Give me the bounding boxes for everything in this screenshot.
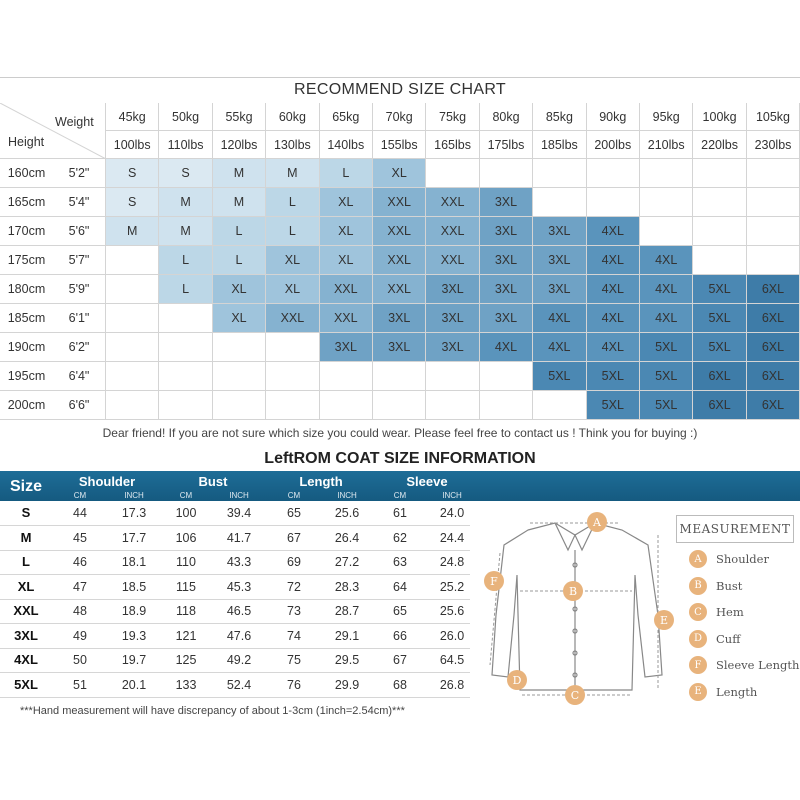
measurement-note: ***Hand measurement will have discrepancy of about 1-3cm (1inch=2.54cm)*** (20, 705, 405, 717)
size-cell: L (159, 275, 212, 304)
legend-label: Hem (716, 605, 744, 619)
height-cm-cell: 190cm (0, 333, 53, 362)
table-cell: 100 (175, 506, 197, 520)
size-label: M (20, 529, 32, 545)
size-cell: 5XL (693, 304, 746, 333)
legend-label: Cuff (716, 631, 741, 646)
size-cell (587, 159, 640, 188)
size-cell: L (213, 246, 266, 275)
size-cell: M (213, 188, 266, 217)
size-cell (587, 188, 640, 217)
weight-label: Weight (55, 115, 94, 129)
table-cell: 28.7 (334, 604, 360, 618)
size-cell (426, 362, 479, 391)
table-cell: 24.0 (439, 506, 465, 520)
size-cell: XL (320, 246, 373, 275)
table-cell: 39.4 (226, 506, 252, 520)
size-cell: M (106, 217, 159, 246)
size-cell: 3XL (426, 333, 479, 362)
legend-label: Shoulder (716, 552, 769, 566)
weight-kg-header: 50kg (159, 103, 212, 131)
size-cell: 4XL (587, 275, 640, 304)
table-cell: 47.6 (226, 628, 252, 643)
header-bust: Bust (198, 474, 228, 489)
corner-diagonal (0, 103, 106, 159)
size-cell: L (159, 246, 212, 275)
weight-lbs-header: 140lbs (320, 131, 373, 159)
coat-header-bar (0, 471, 800, 501)
weight-kg-header: 55kg (213, 103, 266, 131)
size-cell (106, 391, 159, 420)
table-cell: 18.1 (121, 555, 147, 569)
size-cell: 3XL (426, 304, 479, 333)
height-label: Height (8, 135, 45, 149)
size-cell (533, 391, 586, 420)
table-cell: 76 (287, 677, 301, 692)
size-cell: XXL (426, 217, 479, 246)
height-ft-cell: 5'6" (53, 217, 106, 246)
header-shoulder: Shoulder (78, 474, 136, 489)
table-cell: 24.4 (439, 530, 465, 545)
size-cell: 5XL (640, 362, 693, 391)
table-cell: 72 (287, 579, 301, 594)
table-cell: 52.4 (226, 677, 252, 692)
weight-lbs-header: 200lbs (587, 131, 640, 159)
table-cell: 106 (175, 530, 197, 545)
size-cell: S (106, 159, 159, 188)
size-cell: 3XL (533, 275, 586, 304)
table-row (0, 648, 470, 673)
height-cm-cell: 170cm (0, 217, 53, 246)
table-cell: 45 (73, 530, 87, 545)
size-cell (747, 188, 800, 217)
legend-item (689, 682, 757, 702)
weight-kg-header: 90kg (587, 103, 640, 131)
table-cell: 62 (393, 530, 407, 545)
height-cm-cell: 195cm (0, 362, 53, 391)
size-label: L (22, 554, 30, 569)
size-cell (640, 217, 693, 246)
size-cell: XXL (426, 188, 479, 217)
size-cell (747, 159, 800, 188)
size-cell: 3XL (533, 217, 586, 246)
table-cell: 125 (175, 653, 197, 667)
size-cell: XL (266, 246, 319, 275)
height-ft-cell: 5'4" (53, 188, 106, 217)
weight-lbs-header: 165lbs (426, 131, 479, 159)
header-shoulder-cm: CM (73, 491, 87, 500)
legend-badge-icon: C (689, 603, 707, 621)
size-cell: L (266, 217, 319, 246)
size-cell: 3XL (426, 275, 479, 304)
legend-badge-icon: E (689, 683, 707, 701)
legend-label: Length (716, 684, 758, 699)
table-cell: 65 (393, 604, 407, 618)
size-cell (533, 159, 586, 188)
size-cell: 3XL (533, 246, 586, 275)
size-cell: S (159, 159, 212, 188)
table-cell: 46.5 (226, 604, 252, 618)
table-cell: 26.0 (439, 628, 465, 643)
header-sleeve-cm: CM (393, 491, 407, 500)
size-cell: XXL (320, 275, 373, 304)
height-cm-cell: 200cm (0, 391, 53, 420)
size-cell: XL (213, 275, 266, 304)
size-cell: 4XL (640, 246, 693, 275)
weight-kg-header: 80kg (480, 103, 533, 131)
size-cell: XXL (373, 217, 426, 246)
size-cell: 4XL (640, 275, 693, 304)
legend-label: Bust (716, 578, 743, 593)
size-cell: XXL (426, 246, 479, 275)
size-cell: 5XL (587, 362, 640, 391)
size-cell (693, 246, 746, 275)
size-cell (373, 362, 426, 391)
table-cell: 26.4 (334, 530, 360, 545)
size-cell: XXL (266, 304, 319, 333)
table-cell: 18.9 (121, 604, 147, 618)
header-length-cm: CM (287, 491, 301, 500)
weight-kg-header: 45kg (106, 103, 159, 131)
height-cm-cell: 160cm (0, 159, 53, 188)
table-cell: 133 (175, 677, 197, 692)
table-cell: 47 (73, 579, 87, 594)
size-cell: XL (320, 188, 373, 217)
size-cell (106, 304, 159, 333)
size-cell (693, 217, 746, 246)
header-size: Size (9, 478, 42, 495)
weight-lbs-header: 175lbs (480, 131, 533, 159)
size-cell: 4XL (533, 304, 586, 333)
size-cell: 4XL (533, 333, 586, 362)
header-bust-cm: CM (179, 491, 193, 500)
table-cell: 67 (287, 530, 301, 545)
size-label: XL (17, 578, 35, 594)
size-cell: 5XL (693, 275, 746, 304)
size-cell: 6XL (747, 275, 800, 304)
size-cell: 3XL (480, 188, 533, 217)
recommend-top-rule (0, 77, 800, 78)
size-cell (533, 188, 586, 217)
size-label: 5XL (14, 676, 38, 692)
table-cell: 44 (73, 506, 87, 520)
size-cell (480, 362, 533, 391)
table-cell: 64 (393, 579, 407, 594)
weight-kg-header: 105kg (747, 103, 800, 131)
weight-kg-header: 60kg (266, 103, 319, 131)
height-ft-cell: 6'6" (53, 391, 106, 420)
marker-a-label: A (593, 516, 601, 529)
table-cell: 115 (176, 579, 196, 594)
size-cell: XL (213, 304, 266, 333)
size-cell: 4XL (587, 217, 640, 246)
size-cell: 5XL (693, 333, 746, 362)
table-cell: 25.6 (334, 506, 360, 520)
marker-f-label: F (490, 575, 498, 588)
table-cell: 29.5 (334, 653, 360, 667)
size-cell (640, 188, 693, 217)
size-cell (693, 188, 746, 217)
legend-label: Sleeve Length (716, 658, 800, 672)
legend-badge-icon: B (689, 577, 707, 595)
table-cell: 29.9 (334, 677, 360, 692)
size-cell: XXL (373, 188, 426, 217)
weight-lbs-header: 155lbs (373, 131, 426, 159)
weight-kg-header: 95kg (640, 103, 693, 131)
table-cell: 19.3 (121, 628, 147, 643)
weight-kg-header: 100kg (693, 103, 746, 131)
size-label: 3XL (14, 627, 38, 643)
size-cell: L (213, 217, 266, 246)
table-row (0, 624, 470, 649)
size-cell (266, 333, 319, 362)
size-cell: 6XL (747, 362, 800, 391)
table-cell: 118 (176, 604, 196, 618)
table-cell: 68 (393, 677, 407, 692)
weight-lbs-header: 230lbs (747, 131, 800, 159)
size-cell: 3XL (320, 333, 373, 362)
size-cell: M (266, 159, 319, 188)
size-cell: 3XL (480, 304, 533, 333)
table-cell: 28.3 (334, 579, 360, 594)
table-cell: 17.7 (121, 530, 147, 545)
table-cell: 65 (287, 506, 301, 520)
table-cell: 67 (393, 653, 407, 667)
size-cell: 5XL (533, 362, 586, 391)
table-cell: 75 (287, 653, 301, 667)
size-cell: XL (266, 275, 319, 304)
table-row (0, 575, 470, 600)
size-cell (747, 217, 800, 246)
height-cm-cell: 165cm (0, 188, 53, 217)
table-cell: 46 (73, 555, 87, 569)
size-cell (159, 362, 212, 391)
size-cell: XL (373, 159, 426, 188)
table-cell: 25.6 (439, 604, 465, 618)
recommend-size-grid (0, 103, 800, 421)
height-ft-cell: 5'9" (53, 275, 106, 304)
weight-lbs-header: 185lbs (533, 131, 586, 159)
height-ft-cell: 6'1" (53, 304, 106, 333)
size-cell: 6XL (747, 304, 800, 333)
table-cell: 25.2 (439, 579, 465, 594)
size-cell: 3XL (373, 304, 426, 333)
size-cell: 4XL (587, 246, 640, 275)
table-cell: 50 (73, 653, 87, 667)
measurement-title: MEASUREMENT (676, 515, 794, 543)
size-cell (320, 391, 373, 420)
size-cell (266, 362, 319, 391)
size-cell (266, 391, 319, 420)
size-label: 4XL (14, 652, 38, 667)
weight-kg-header: 85kg (533, 103, 586, 131)
size-cell: 6XL (693, 391, 746, 420)
legend-item (689, 576, 742, 596)
height-cm-cell: 185cm (0, 304, 53, 333)
size-cell: XXL (320, 304, 373, 333)
table-cell: 66 (393, 628, 407, 643)
coat-size-table (0, 501, 470, 701)
table-cell: 20.1 (121, 677, 147, 692)
size-cell (426, 391, 479, 420)
table-cell: 17.3 (121, 506, 147, 520)
legend-item (689, 655, 799, 675)
legend-badge-icon: A (689, 550, 707, 568)
size-cell: 6XL (747, 333, 800, 362)
table-row (0, 550, 470, 575)
header-length-inch: INCH (337, 491, 357, 500)
size-cell (693, 159, 746, 188)
height-cm-cell: 175cm (0, 246, 53, 275)
size-cell: XL (320, 217, 373, 246)
table-row (0, 673, 470, 698)
size-cell (747, 246, 800, 275)
table-cell: 51 (73, 677, 87, 692)
table-cell: 61 (393, 506, 407, 520)
size-cell (640, 159, 693, 188)
height-ft-cell: 6'4" (53, 362, 106, 391)
weight-lbs-header: 130lbs (266, 131, 319, 159)
height-ft-cell: 6'2" (53, 333, 106, 362)
size-cell: 5XL (640, 333, 693, 362)
size-cell (320, 362, 373, 391)
weight-lbs-header: 100lbs (106, 131, 159, 159)
size-cell: 3XL (480, 217, 533, 246)
table-cell: 74 (287, 628, 301, 643)
table-cell: 27.2 (334, 555, 360, 569)
coat-title: LeftROM COAT SIZE INFORMATION (264, 450, 536, 467)
size-cell: 4XL (587, 333, 640, 362)
weight-kg-header: 65kg (320, 103, 373, 131)
size-cell (159, 391, 212, 420)
size-cell (373, 391, 426, 420)
table-cell: 48 (73, 604, 87, 618)
grid-corner (0, 103, 106, 159)
table-cell: 43.3 (226, 555, 252, 569)
size-cell (480, 159, 533, 188)
weight-lbs-header: 220lbs (693, 131, 746, 159)
legend-item (689, 602, 744, 622)
size-cell (159, 333, 212, 362)
table-cell: 19.7 (121, 653, 147, 667)
table-row (0, 501, 470, 526)
table-cell: 121 (175, 628, 197, 643)
size-cell (159, 304, 212, 333)
size-cell: 5XL (640, 391, 693, 420)
recommend-footer: Dear friend! If you are not sure which size you could wear. Please feel free to contact us ! Think you for buying :) (102, 426, 698, 440)
marker-d-label: D (512, 674, 522, 687)
height-ft-cell: 5'7" (53, 246, 106, 275)
marker-b-label: B (568, 585, 578, 598)
height-cm-cell: 180cm (0, 275, 53, 304)
size-label: S (21, 505, 31, 520)
table-cell: 63 (393, 555, 407, 569)
size-cell (426, 159, 479, 188)
size-cell: 4XL (480, 333, 533, 362)
size-cell: 4XL (640, 304, 693, 333)
size-cell: M (213, 159, 266, 188)
legend-badge-icon: D (689, 630, 707, 648)
header-sleeve-inch: INCH (442, 491, 462, 500)
shirt-illustration (480, 505, 680, 705)
weight-lbs-header: 120lbs (213, 131, 266, 159)
size-cell: L (266, 188, 319, 217)
table-cell: 49.2 (226, 653, 252, 667)
size-cell: S (106, 188, 159, 217)
weight-lbs-header: 110lbs (159, 131, 212, 159)
size-cell: 4XL (587, 304, 640, 333)
size-cell: 5XL (587, 391, 640, 420)
recommend-title: RECOMMEND SIZE CHART (294, 81, 506, 98)
marker-c-label: C (570, 689, 580, 702)
table-cell: 29.1 (334, 628, 360, 643)
size-cell (106, 275, 159, 304)
table-cell: 69 (287, 555, 301, 569)
table-cell: 64.5 (439, 653, 465, 667)
legend-badge-icon: F (689, 656, 707, 674)
size-cell: 6XL (693, 362, 746, 391)
size-cell (106, 362, 159, 391)
header-shoulder-inch: INCH (124, 491, 144, 500)
size-cell (213, 362, 266, 391)
size-cell (213, 391, 266, 420)
table-cell: 73 (287, 604, 301, 618)
height-ft-cell: 5'2" (53, 159, 106, 188)
table-cell: 26.8 (439, 677, 465, 692)
weight-kg-header: 70kg (373, 103, 426, 131)
table-cell: 110 (176, 555, 196, 569)
table-row (0, 599, 470, 624)
table-cell: 18.5 (121, 579, 147, 594)
size-cell (213, 333, 266, 362)
table-row (0, 526, 470, 551)
size-cell: M (159, 217, 212, 246)
header-bust-inch: INCH (229, 491, 249, 500)
size-cell: XXL (373, 246, 426, 275)
size-cell (106, 246, 159, 275)
legend-item (689, 549, 769, 569)
marker-e-label: E (659, 614, 669, 627)
size-cell: 6XL (747, 391, 800, 420)
size-cell: XXL (373, 275, 426, 304)
header-length: Length (299, 474, 343, 489)
size-cell: L (320, 159, 373, 188)
header-sleeve: Sleeve (406, 474, 448, 489)
table-cell: 45.3 (226, 579, 252, 594)
size-label: XXL (13, 603, 39, 618)
weight-kg-header: 75kg (426, 103, 479, 131)
weight-lbs-header: 210lbs (640, 131, 693, 159)
table-cell: 49 (73, 628, 87, 643)
size-cell: 3XL (373, 333, 426, 362)
size-cell (480, 391, 533, 420)
size-cell: M (159, 188, 212, 217)
legend-item (689, 629, 740, 649)
table-cell: 41.7 (226, 530, 252, 545)
size-cell (106, 333, 159, 362)
size-cell: 3XL (480, 246, 533, 275)
size-cell: 3XL (480, 275, 533, 304)
table-cell: 24.8 (439, 555, 465, 569)
